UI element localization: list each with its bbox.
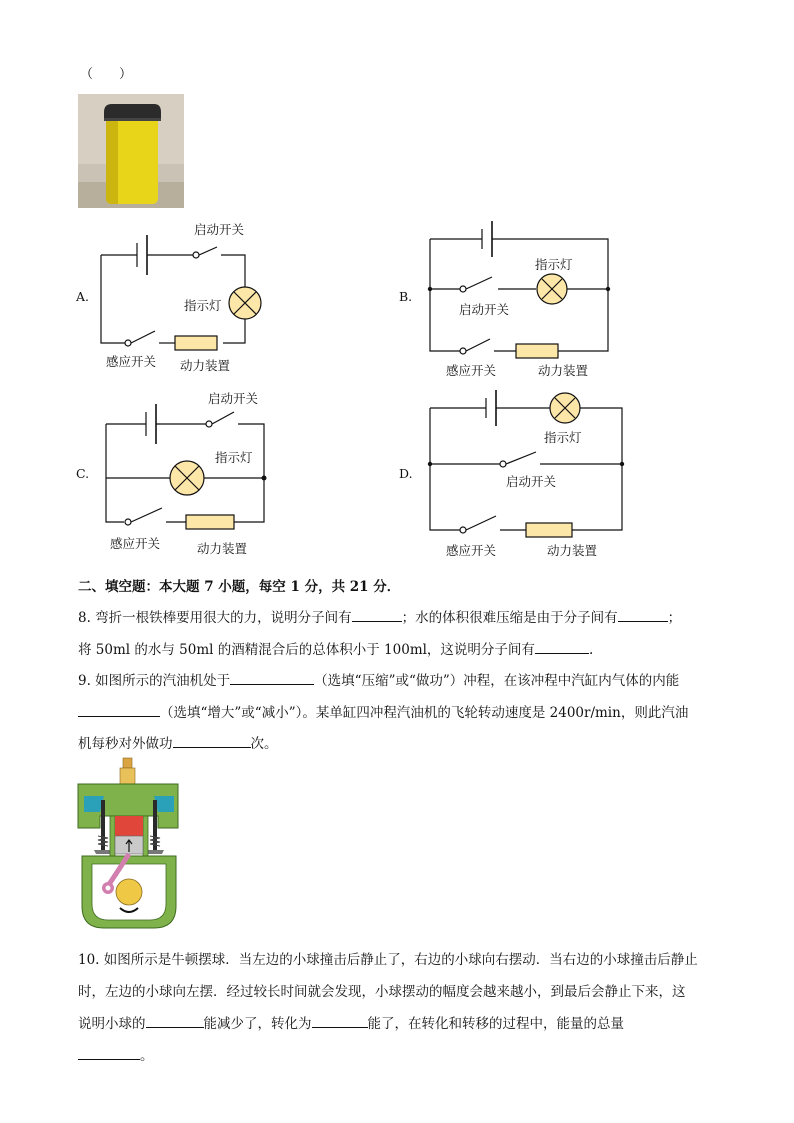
q10-line-2: 时，左边的小球向左摆．经过较长时间就会发现，小球摆动的幅度会越来越小，到最后会静止下来，这 xyxy=(78,984,686,1000)
d-sensor-switch-label: 感应开关 xyxy=(446,543,497,558)
a-power-device-label: 动力装置 xyxy=(180,358,231,373)
option-b-label: B. xyxy=(399,289,413,304)
q8-line-2: 将 50ml 的水与 50ml 的酒精混合后的总体积小于 100ml，这说明分子间有 . xyxy=(78,642,594,658)
c-power-device-label: 动力装置 xyxy=(197,541,248,556)
option-d-label: D. xyxy=(399,466,413,481)
d-power-device-label: 动力装置 xyxy=(547,543,598,558)
c-lamp-label: 指示灯 xyxy=(215,450,253,465)
blank[interactable] xyxy=(352,609,402,622)
answer-parentheses: （ ） xyxy=(80,67,133,82)
blank[interactable] xyxy=(146,1015,204,1028)
q10-line-3: 说明小球的 能减少了，转化为 能了，在转化和转移的过程中，能量的总量 xyxy=(78,1016,624,1032)
b-start-switch-label: 启动开关 xyxy=(459,302,510,317)
blank[interactable] xyxy=(535,641,589,654)
gasoline-engine-diagram xyxy=(74,756,184,934)
option-a-label: A. xyxy=(76,289,90,304)
d-lamp-label: 指示灯 xyxy=(544,430,582,445)
q10-line-4: 。 xyxy=(78,1044,154,1064)
blank[interactable] xyxy=(78,1047,140,1060)
blank[interactable] xyxy=(618,609,668,622)
b-lamp-label: 指示灯 xyxy=(535,257,573,272)
option-c-label: C. xyxy=(76,466,90,481)
a-lamp-label: 指示灯 xyxy=(184,298,222,313)
q9-line-3: 机每秒对外做功 次。 xyxy=(78,736,278,752)
blank[interactable] xyxy=(230,672,314,685)
q10-line-1: 10. 如图所示是牛顿摆球．当左边的小球撞击后静止了，右边的小球向右摆动．当右边的小球撞击后静止 xyxy=(78,952,698,968)
a-start-switch-label: 启动开关 xyxy=(194,222,245,237)
blank[interactable] xyxy=(173,735,251,748)
c-start-switch-label: 启动开关 xyxy=(208,391,259,406)
b-power-device-label: 动力装置 xyxy=(538,363,589,378)
q8-line-1: 8. 弯折一根铁棒要用很大的力，说明分子间有 ；水的体积很难压缩是由于分子间有 ； xyxy=(78,610,682,626)
trash-can-photo xyxy=(78,94,184,208)
d-start-switch-label: 启动开关 xyxy=(506,474,557,489)
c-sensor-switch-label: 感应开关 xyxy=(110,536,161,551)
q9-line-2: （选填“增大”或“减小”）。某单缸四冲程汽油机的飞轮转动速度是 2400r/min，则此汽油 xyxy=(78,701,688,721)
blank[interactable] xyxy=(312,1015,368,1028)
b-sensor-switch-label: 感应开关 xyxy=(446,363,497,378)
q9-line-1: 9. 如图所示的汽油机处于 （选填“压缩”或“做功”）冲程，在该冲程中汽缸内气体的内能 xyxy=(78,673,680,689)
circuit-diagram-b xyxy=(424,215,614,355)
circuit-diagram-d xyxy=(424,390,629,540)
a-sensor-switch-label: 感应开关 xyxy=(106,354,157,369)
section-heading: 二、填空题：本大题 7 小题，每空 1 分，共 21 分． xyxy=(78,579,401,595)
blank[interactable] xyxy=(78,704,160,717)
